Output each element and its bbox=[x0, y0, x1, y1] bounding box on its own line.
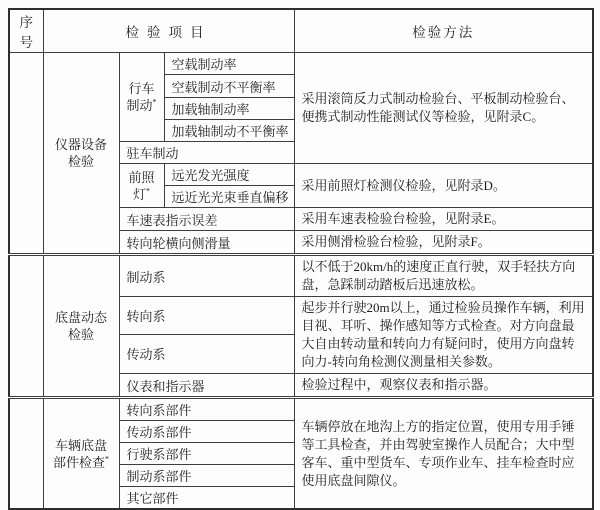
item-brake-parts: 制动系部件 bbox=[119, 465, 294, 487]
table-row bbox=[9, 53, 593, 75]
header-method: 检验方法 bbox=[294, 9, 593, 53]
method-brake-bench: 采用滚筒反力式制动检验台、平板制动检验台、便携式制动性能测试仪等检验，见附录C。 bbox=[294, 53, 593, 164]
item-highbeam-intensity: 远光发光强度 bbox=[164, 164, 294, 186]
group-label: 车辆底盘部件检查 bbox=[52, 437, 107, 470]
footnote-mark: * bbox=[146, 186, 150, 196]
inspection-table bbox=[8, 8, 594, 510]
item-loaded-axle-brake-imbalance: 加载轴制动不平衡率 bbox=[164, 120, 294, 142]
method-steering-transmission: 起步并行驶20m以上，通过检验员操作车辆，利用目视、耳听、操作感知等方式检查。对方向盘最大自由转动量和转向力有疑问时，使用方向盘转向力-转向角检测仪测量相关参数。 bbox=[294, 297, 593, 374]
item-speedometer-error: 车速表指示误差 bbox=[119, 208, 294, 231]
item-transmission-system: 传动系 bbox=[119, 334, 294, 373]
group-cell-chassis-parts bbox=[43, 398, 119, 510]
item-other-parts: 其它部件 bbox=[119, 487, 294, 510]
item-brake-system: 制动系 bbox=[119, 255, 294, 297]
item-steering-system: 转向系 bbox=[119, 297, 294, 335]
item-unloaded-brake-imbalance: 空载制动不平衡率 bbox=[164, 75, 294, 98]
table-row bbox=[9, 255, 593, 297]
group-label: 底盘动态检验 bbox=[54, 310, 107, 342]
footnote-mark: * bbox=[105, 454, 109, 464]
item-steering-parts: 转向系部件 bbox=[119, 398, 294, 421]
item-loaded-axle-brake-rate: 加载轴制动率 bbox=[164, 98, 294, 120]
subgroup-label: 前照灯 bbox=[128, 169, 155, 202]
header-serial: 序号 bbox=[9, 9, 43, 53]
method-pit-inspection: 车辆停放在地沟上方的指定位置，使用专用手锤等工具检查，并由驾驶室操作人员配合；大中型客车、重中型货车、专项作业车、挂车检查时应使用底盘间隙仪。 bbox=[294, 398, 593, 510]
method-sideslip-bench: 采用侧滑检验台检验，见附录F。 bbox=[294, 231, 593, 255]
item-running-gear-parts: 行驶系部件 bbox=[119, 443, 294, 465]
method-observe-instruments: 检验过程中，观察仪表和指示器。 bbox=[294, 374, 593, 398]
group-cell-chassis-dynamic bbox=[43, 255, 119, 398]
item-wheel-sideslip: 转向轮横向侧滑量 bbox=[119, 231, 294, 255]
method-headlamp-tester: 采用前照灯检测仪检验，见附录D。 bbox=[294, 164, 593, 208]
subgroup-headlamp bbox=[119, 164, 164, 208]
item-beam-vertical-deviation: 远近光光束垂直偏移 bbox=[164, 186, 294, 208]
table-row bbox=[9, 398, 593, 421]
item-instruments-indicators: 仪表和指示器 bbox=[119, 374, 294, 398]
subgroup-label: 行车制动 bbox=[126, 81, 155, 113]
serial-cell-section2 bbox=[9, 255, 43, 398]
footnote-mark: * bbox=[152, 97, 157, 107]
header-items: 检验项目 bbox=[43, 9, 294, 53]
method-speedometer-bench: 采用车速表检验台检验，见附录E。 bbox=[294, 208, 593, 231]
subgroup-service-brake bbox=[119, 53, 164, 142]
method-dynamic-braking: 以不低于20km/h的速度正直行驶，双手轻扶方向盘，急踩制动踏板后迅速放松。 bbox=[294, 255, 593, 297]
item-unloaded-brake-rate: 空载制动率 bbox=[164, 53, 294, 75]
group-label: 仪器设备检验 bbox=[54, 137, 107, 169]
serial-cell-section1 bbox=[9, 53, 43, 255]
item-parking-brake: 驻车制动 bbox=[119, 142, 294, 164]
serial-cell-section3 bbox=[9, 398, 43, 510]
item-transmission-parts: 传动系部件 bbox=[119, 421, 294, 443]
group-cell-instrument-inspection bbox=[43, 53, 119, 255]
table-header-row bbox=[9, 9, 593, 53]
